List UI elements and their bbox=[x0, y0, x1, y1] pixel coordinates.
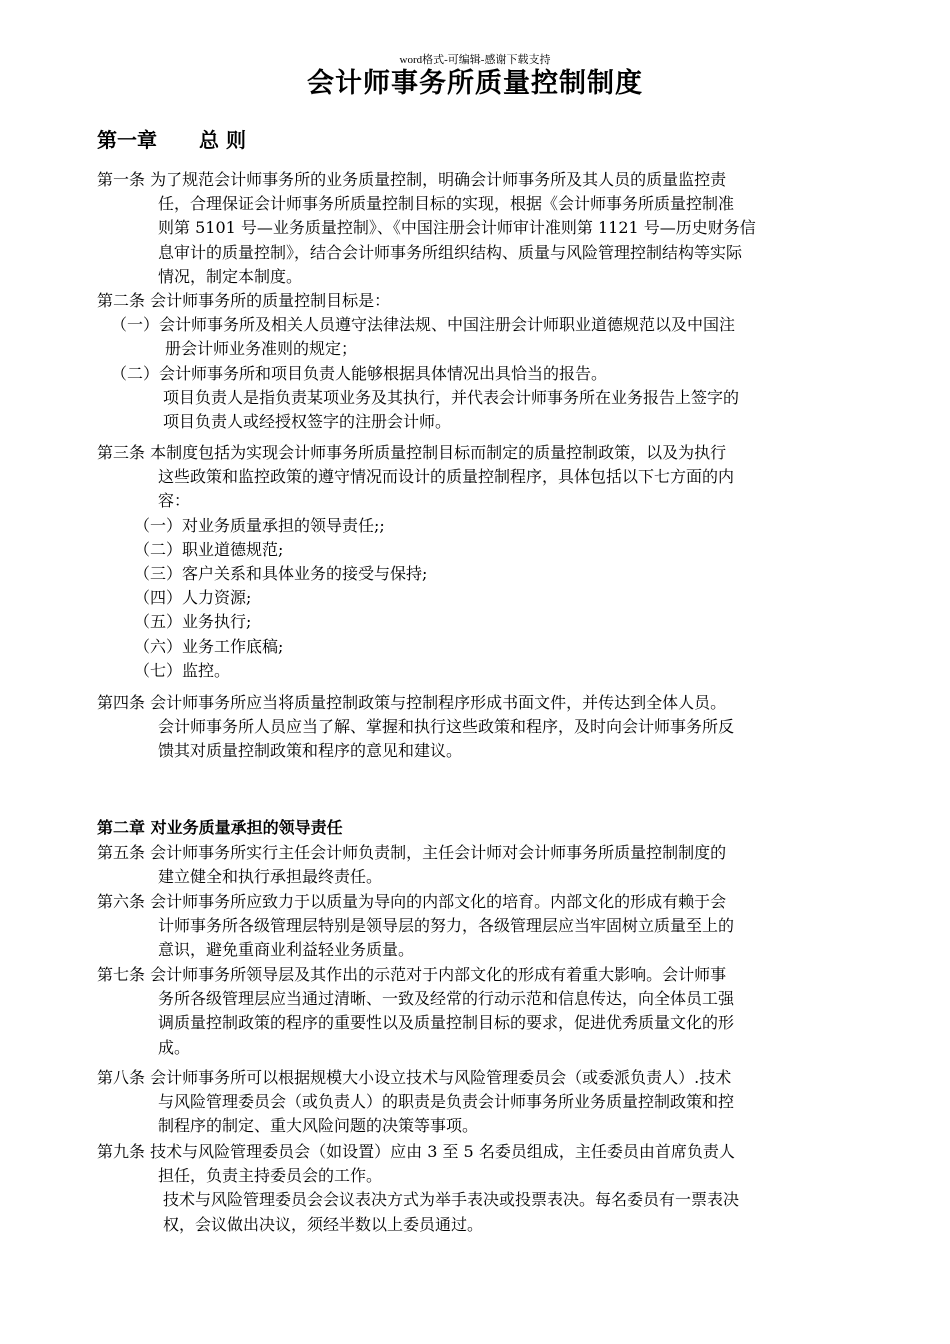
article-4 bbox=[0, 691, 950, 764]
article-label: 第八条 bbox=[97, 1068, 146, 1087]
list-item: （六）业务工作底稿; bbox=[134, 636, 284, 656]
article-text: 成。 bbox=[158, 1037, 191, 1057]
article-1 bbox=[0, 168, 950, 289]
article-label: 第五条 bbox=[97, 843, 146, 862]
chapter-2-heading: 第二章 对业务质量承担的领导责任 bbox=[97, 818, 343, 837]
article-text: 会计师事务所实行主任会计师负责制，主任会计师对会计师事务所质量控制制度的 bbox=[150, 843, 727, 862]
article-text: 会计师事务所应当将质量控制政策与控制程序形成书面文件，并传达到全体人员。 bbox=[150, 693, 727, 712]
article-text: 为了规范会计师事务所的业务质量控制，明确会计师事务所及其人员的质量监控责 bbox=[150, 170, 727, 189]
article-text: 馈其对质量控制政策和程序的意见和建议。 bbox=[158, 741, 463, 761]
article-text: 本制度包括为实现会计师事务所质量控制目标而制定的质量控制政策，以及为执行 bbox=[150, 443, 727, 462]
article-2 bbox=[0, 289, 950, 434]
list-item: （四）人力资源; bbox=[134, 588, 252, 608]
article-text: 计师事务所各级管理层特别是领导层的努力，各级管理层应当牢固树立质量至上的 bbox=[158, 916, 735, 936]
chapter-1-name: 总 则 bbox=[199, 128, 246, 152]
article-text: 技术与风险管理委员会（如设置）应由 3 至 5 名委员组成，主任委员由首席负责人 bbox=[150, 1142, 735, 1161]
article-text: 意识，避免重商业利益轻业务质量。 bbox=[158, 940, 415, 960]
chapter-1-number: 第一章 bbox=[97, 128, 157, 152]
article-3 bbox=[0, 441, 950, 683]
article-label: 第一条 bbox=[97, 170, 146, 189]
article-text: 这些政策和监控政策的遵守情况而设计的质量控制程序，具体包括以下七方面的内 bbox=[158, 467, 735, 487]
article-text: 与风险管理委员会（或负责人）的职责是负责会计师事务所业务质量控制政策和控 bbox=[158, 1092, 735, 1112]
article-label: 第二条 bbox=[97, 291, 146, 310]
article-text: 情况，制定本制度。 bbox=[158, 266, 303, 286]
article-text: 会计师事务所的质量控制目标是： bbox=[150, 291, 391, 310]
article-text: 建立健全和执行承担最终责任。 bbox=[158, 867, 383, 887]
article-7 bbox=[0, 963, 950, 1060]
item-text: 册会计师业务准则的规定； bbox=[165, 339, 358, 359]
chapter-1-heading bbox=[97, 126, 246, 154]
article-text: 会计师事务所人员应当了解、掌握和执行这些政策和程序，及时向会计师事务所反 bbox=[158, 717, 735, 737]
article-label: 第六条 bbox=[97, 892, 146, 911]
article-6 bbox=[0, 890, 950, 963]
article-note bbox=[163, 386, 856, 434]
list-item bbox=[111, 362, 856, 386]
header-note: word格式-可编辑-感谢下载支持 bbox=[399, 54, 551, 66]
article-text: 容： bbox=[158, 491, 191, 511]
item-label: （一） bbox=[111, 315, 160, 335]
item-text: 会计师事务所及相关人员遵守法律法规、中国注册会计师职业道德规范以及中国注 bbox=[159, 315, 736, 335]
item-text: 会计师事务所和项目负责人能够根据具体情况出具恰当的报告。 bbox=[159, 363, 608, 383]
list-item: （五）业务执行; bbox=[134, 612, 252, 632]
item-label: （二） bbox=[111, 363, 160, 383]
article-text: 会计师事务所可以根据规模大小设立技术与风险管理委员会（或委派负责人）.技术 bbox=[150, 1068, 732, 1087]
list-item bbox=[111, 313, 856, 361]
article-label: 第七条 bbox=[97, 965, 146, 984]
article-note bbox=[163, 1188, 856, 1236]
article-8 bbox=[0, 1066, 950, 1139]
article-text: 息审计的质量控制》，结合会计师事务所组织结构、质量与风险管理控制结构等实际 bbox=[158, 242, 743, 262]
document-title: 会计师事务所质量控制制度 bbox=[307, 68, 643, 99]
article-text: 会计师事务所应致力于以质量为导向的内部文化的培育。内部文化的形成有赖于会 bbox=[150, 892, 727, 911]
article-5 bbox=[0, 841, 950, 889]
note-text: 技术与风险管理委员会会议表决方式为举手表决或投票表决。每名委员有一票表决 bbox=[163, 1190, 740, 1210]
article-text: 务所各级管理层应当通过清晰、一致及经常的行动示范和信息传达，向全体员工强 bbox=[158, 989, 735, 1009]
article-text: 任，合理保证会计师事务所质量控制目标的实现，根据《会计师事务所质量控制准 bbox=[158, 194, 735, 214]
article-text: 调质量控制政策的程序的重要性以及质量控制目标的要求，促进优秀质量文化的形 bbox=[158, 1013, 735, 1033]
article-label: 第四条 bbox=[97, 693, 146, 712]
article-text: 则第 5101 号—业务质量控制》、《中国注册会计师审计准则第 1121 号—历史财务信 bbox=[158, 218, 756, 238]
note-text: 项目负责人是指负责某项业务及其执行，并代表会计师事务所在业务报告上签字的 bbox=[163, 387, 740, 407]
list-item: （二）职业道德规范; bbox=[134, 539, 284, 559]
article-label: 第三条 bbox=[97, 443, 146, 462]
article-text: 会计师事务所领导层及其作出的示范对于内部文化的形成有着重大影响。会计师事 bbox=[150, 965, 727, 984]
list-item: （三）客户关系和具体业务的接受与保持; bbox=[134, 564, 428, 584]
list-item: （一）对业务质量承担的领导责任;; bbox=[134, 515, 385, 535]
note-text: 权，会议做出决议，须经半数以上委员通过。 bbox=[163, 1214, 484, 1234]
article-text: 制程序的制定、重大风险问题的决策等事项。 bbox=[158, 1116, 479, 1136]
note-text: 项目负责人或经授权签字的注册会计师。 bbox=[163, 412, 452, 432]
article-9 bbox=[0, 1140, 950, 1237]
article-text: 担任，负责主持委员会的工作。 bbox=[158, 1166, 383, 1186]
article-label: 第九条 bbox=[97, 1142, 146, 1161]
list-item: （七）监控。 bbox=[134, 660, 231, 680]
